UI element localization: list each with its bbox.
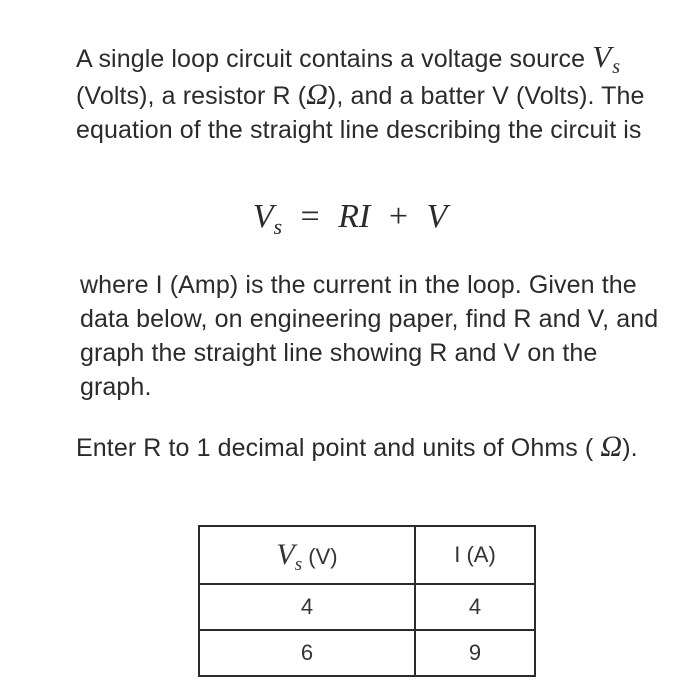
vs-symbol: V [592,39,612,74]
line-equation [0,198,700,239]
equation-lhs: V [252,198,274,235]
table-row [199,584,535,630]
intro-text-b: (Volts), a resistor R ( [76,82,307,110]
cell-current: 9 [415,630,535,676]
header-vs [199,526,415,584]
data-table [198,525,536,677]
equation-term-ri: RI [338,198,371,235]
equation-plus: + [388,198,409,235]
ohms-omega-symbol: Ω [600,430,623,463]
header-vs-symbol: V [276,538,295,571]
cell-vs: 4 [199,584,415,630]
equation-term-v: V [426,198,448,235]
header-vs-unit: (V) [302,544,338,569]
answer-format-text-a: Enter R to 1 decimal point and units of Ohms ( [76,434,594,462]
cell-vs: 6 [199,630,415,676]
table-header-row [199,526,535,584]
header-current: I (A) [415,526,535,584]
instructions-paragraph: where I (Amp) is the current in the loop. Given the data below, on engineering paper, find R and V, and graph the straight line showing R and V on the graph. [80,271,659,401]
cell-current: 4 [415,584,535,630]
equation-lhs-subscript: s [273,214,283,239]
header-vs-subscript: s [294,554,303,575]
omega-symbol: Ω [306,78,328,111]
intro-text-c: ), and a batter V (Volts). The equation of the straight line describing the circuit is [76,82,645,144]
intro-text-a: A single loop circuit contains a voltage source [76,45,586,73]
intro-paragraph [76,40,666,147]
table-row [199,630,535,676]
answer-format-text-b: ). [622,434,638,462]
answer-format-paragraph [76,430,666,465]
vs-subscript: s [612,56,621,78]
equation-equals: = [300,198,320,235]
